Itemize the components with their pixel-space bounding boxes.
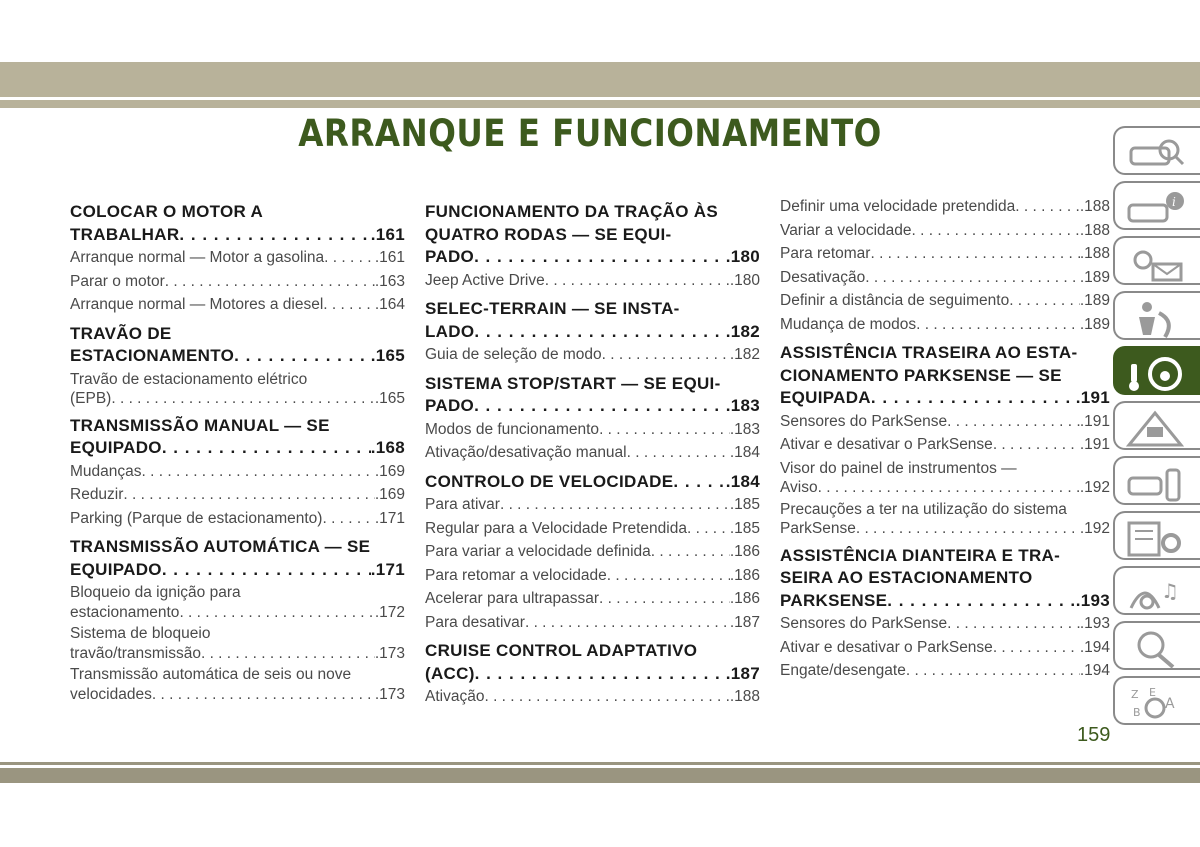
chapter-tab[interactable] xyxy=(1113,566,1200,615)
toc-entry[interactable] xyxy=(425,587,760,611)
entry-label: estacionamento xyxy=(70,603,180,621)
toc-entry[interactable] xyxy=(425,540,760,564)
dot-leader xyxy=(947,612,1080,636)
heading-line: TRAVÃO DE xyxy=(70,323,172,343)
dot-leader xyxy=(500,493,730,517)
heading-label: (ACC) xyxy=(425,663,475,683)
dot-leader xyxy=(165,270,375,294)
entry-last-line xyxy=(70,603,405,623)
page-ref: .173 xyxy=(374,685,405,703)
heading-last-line xyxy=(425,246,760,269)
heading-last-line xyxy=(70,559,405,582)
svg-text:B: B xyxy=(1133,706,1141,719)
toc-entry[interactable] xyxy=(70,622,405,663)
heading-line: TRANSMISSÃO AUTOMÁTICA — SE xyxy=(70,537,371,556)
heading-line: SEIRA AO ESTACIONAMENTO xyxy=(780,568,1033,587)
dot-leader xyxy=(947,410,1080,434)
entry-label: Sensores do ParkSense xyxy=(780,412,948,430)
toc-entry[interactable] xyxy=(425,685,760,709)
chapter-tab[interactable] xyxy=(1113,346,1200,395)
dot-leader xyxy=(887,590,1075,613)
page-ref: .164 xyxy=(374,296,405,313)
page-ref: .194 xyxy=(1079,662,1110,679)
page-ref: .192 xyxy=(1079,479,1110,496)
toc-entry[interactable] xyxy=(780,266,1110,290)
page-ref: .161 xyxy=(370,224,405,244)
toc-entry[interactable] xyxy=(780,612,1110,636)
toc-entry[interactable] xyxy=(425,343,760,367)
toc-entry[interactable] xyxy=(780,498,1110,539)
toc-entry[interactable] xyxy=(70,460,405,484)
entry-label: Engate/desengate xyxy=(780,662,906,679)
entry-label: Ativação xyxy=(425,688,485,705)
dot-leader xyxy=(870,242,1079,266)
heading-last-line xyxy=(70,437,405,460)
dot-leader xyxy=(1009,289,1080,313)
dot-leader xyxy=(545,269,730,293)
entry-label: Para retomar a velocidade xyxy=(425,566,607,584)
heading-last-line xyxy=(780,590,1110,613)
toc-entry[interactable] xyxy=(780,242,1110,266)
heading-label: PARKSENSE xyxy=(780,590,888,610)
svg-text:♫: ♫ xyxy=(1161,579,1179,603)
dot-leader xyxy=(324,246,375,270)
entry-label: Variar a velocidade xyxy=(780,221,912,239)
header-band-line xyxy=(0,100,1200,108)
entry-label: Parar o motor xyxy=(70,272,165,290)
section-heading[interactable] xyxy=(780,342,1110,410)
dot-leader xyxy=(201,644,375,664)
section-heading[interactable] xyxy=(70,415,405,460)
entry-label: Parking (Parque de estacionamento) xyxy=(70,509,323,527)
heading-last-line xyxy=(425,395,760,418)
entry-label: Ativar e desativar o ParkSense xyxy=(780,436,993,453)
svg-text:Z: Z xyxy=(1131,688,1139,701)
heading-label: TRABALHAR xyxy=(70,224,180,244)
entry-last-line xyxy=(780,478,1110,498)
page-ref: .189 xyxy=(1079,315,1110,333)
entry-last-line xyxy=(70,389,405,409)
entry-label: Arranque normal — Motores a diesel xyxy=(70,296,324,313)
heading-label: EQUIPADO xyxy=(70,559,162,579)
page-ref: .191 xyxy=(1079,412,1110,430)
page-ref: .171 xyxy=(374,509,405,527)
toc-entry[interactable] xyxy=(70,368,405,409)
heading-last-line xyxy=(425,471,760,494)
heading-label: EQUIPADO xyxy=(70,438,162,457)
heading-last-line xyxy=(70,224,405,247)
dot-leader xyxy=(599,418,730,442)
section-heading[interactable] xyxy=(425,201,760,269)
section-heading[interactable] xyxy=(425,373,760,418)
page-ref: .183 xyxy=(729,420,760,438)
dot-leader xyxy=(142,460,375,484)
dot-leader xyxy=(687,517,730,541)
dot-leader xyxy=(162,437,371,460)
toc-entry[interactable] xyxy=(780,659,1110,683)
chapter-tab[interactable] xyxy=(1113,511,1200,560)
page-number: 159 xyxy=(1077,724,1111,746)
dot-leader xyxy=(607,564,730,588)
page-ref: .169 xyxy=(374,462,405,480)
entry-label: Desativação xyxy=(780,268,866,286)
page-ref: .168 xyxy=(370,438,405,457)
entry-last-line xyxy=(780,519,1110,539)
dot-leader xyxy=(651,540,730,564)
heading-last-line xyxy=(425,663,760,686)
dot-leader xyxy=(474,246,726,269)
page-ref: .184 xyxy=(729,444,760,461)
dot-leader xyxy=(627,441,730,465)
entry-label-line: Transmissão automática de seis ou nove xyxy=(70,666,352,683)
page-ref: .188 xyxy=(1079,221,1110,239)
page-ref: .172 xyxy=(374,603,405,621)
dot-leader xyxy=(162,559,371,582)
chapter-tab[interactable] xyxy=(1113,456,1200,505)
toc-entry[interactable] xyxy=(780,433,1110,457)
entry-label: (EPB) xyxy=(70,390,112,407)
dot-leader xyxy=(474,395,726,418)
heading-line: SELEC-TERRAIN — SE INSTA- xyxy=(425,299,680,318)
heading-last-line xyxy=(780,387,1110,410)
entry-label-line: Visor do painel de instrumentos — xyxy=(780,459,1017,477)
dot-leader xyxy=(599,587,730,611)
entry-label: Para retomar xyxy=(780,245,871,262)
dot-leader xyxy=(322,507,374,531)
dot-leader xyxy=(234,345,371,368)
toc-entry[interactable] xyxy=(425,269,760,293)
entry-label-line: Bloqueio da ignição para xyxy=(70,584,241,601)
toc-entry[interactable] xyxy=(425,517,760,541)
heading-last-line xyxy=(425,321,760,344)
entry-label: Para ativar xyxy=(425,496,500,513)
dot-leader xyxy=(865,266,1080,290)
toc-column-1 xyxy=(70,195,405,704)
page-ref: .189 xyxy=(1079,292,1110,309)
page-ref: .189 xyxy=(1079,268,1110,286)
entry-label: ParkSense xyxy=(780,520,856,537)
toc-entry[interactable] xyxy=(780,195,1110,219)
page-ref: .185 xyxy=(729,496,760,513)
section-heading[interactable] xyxy=(70,201,405,246)
heading-label: ESTACIONAMENTO xyxy=(70,346,235,365)
toc-entry[interactable] xyxy=(70,293,405,317)
dot-leader xyxy=(475,663,726,686)
page-ref: .191 xyxy=(1079,436,1110,453)
page-ref: .165 xyxy=(374,390,405,407)
entry-label: Para desativar xyxy=(425,613,525,631)
page-ref: .184 xyxy=(725,471,760,491)
toc-entry[interactable] xyxy=(70,581,405,622)
heading-line: SISTEMA STOP/START — SE EQUI- xyxy=(425,373,721,393)
heading-line: ASSISTÊNCIA DIANTEIRA E TRA- xyxy=(780,545,1061,565)
page-ref: .191 xyxy=(1075,388,1110,407)
toc-entry[interactable] xyxy=(780,636,1110,660)
entry-label: Reduzir xyxy=(70,486,124,503)
section-heading[interactable] xyxy=(780,545,1110,613)
heading-label: PADO xyxy=(425,247,475,266)
page-ref: .165 xyxy=(370,346,405,365)
toc-entry[interactable] xyxy=(70,246,405,270)
page-ref: .186 xyxy=(729,543,760,560)
entry-label: Jeep Active Drive xyxy=(425,271,545,289)
dot-leader xyxy=(871,387,1076,410)
entry-label: Definir a distância de seguimento xyxy=(780,292,1010,309)
page-ref: .186 xyxy=(729,590,760,607)
chapter-tab[interactable] xyxy=(1113,621,1200,670)
entry-label: Definir uma velocidade pretendida xyxy=(780,198,1016,215)
entry-last-line xyxy=(70,685,405,705)
toc-entry[interactable] xyxy=(780,410,1110,434)
page-ref: .180 xyxy=(729,271,760,289)
section-heading[interactable] xyxy=(70,323,405,368)
page-ref: .186 xyxy=(729,566,760,584)
dot-leader xyxy=(152,685,375,705)
page-title: ARRANQUE E FUNCIONAMENTO xyxy=(298,112,882,155)
toc-entry[interactable] xyxy=(780,313,1110,337)
dot-leader xyxy=(916,313,1080,337)
entry-label: Ativar e desativar o ParkSense xyxy=(780,638,993,656)
toc-entry[interactable] xyxy=(425,418,760,442)
heading-label: LADO xyxy=(425,321,475,341)
toc-entry[interactable] xyxy=(70,507,405,531)
dot-leader xyxy=(179,603,374,623)
page-ref: .188 xyxy=(729,688,760,705)
dot-leader xyxy=(323,293,375,317)
page-ref: .182 xyxy=(729,346,760,363)
chapter-tab[interactable] xyxy=(1113,181,1200,230)
heading-line: TRANSMISSÃO MANUAL — SE xyxy=(70,415,330,435)
entry-last-line xyxy=(70,644,405,664)
entry-label: Arranque normal — Motor a gasolina xyxy=(70,249,325,266)
entry-label: Modos de funcionamento xyxy=(425,420,600,438)
page-ref: .185 xyxy=(729,519,760,537)
footer-band xyxy=(0,768,1200,783)
page-ref: .193 xyxy=(1079,615,1110,632)
toc-entry[interactable] xyxy=(425,564,760,588)
entry-label-line: Travão de estacionamento elétrico xyxy=(70,370,308,388)
toc-entry[interactable] xyxy=(780,289,1110,313)
section-heading[interactable] xyxy=(425,298,760,343)
chapter-tab[interactable] xyxy=(1113,236,1200,285)
dot-leader xyxy=(993,636,1080,660)
entry-label: Mudanças xyxy=(70,462,142,480)
toc-entry[interactable] xyxy=(780,219,1110,243)
svg-text:A: A xyxy=(1165,696,1175,712)
dot-leader xyxy=(993,433,1080,457)
toc-entry[interactable] xyxy=(780,457,1110,498)
heading-label: EQUIPADA xyxy=(780,388,871,407)
page-ref: .187 xyxy=(729,613,760,631)
page-ref: .173 xyxy=(374,644,405,662)
page-ref: .169 xyxy=(374,486,405,503)
toc-column-2 xyxy=(425,195,760,709)
heading-last-line xyxy=(70,345,405,368)
section-heading[interactable] xyxy=(425,471,760,494)
heading-line: CRUISE CONTROL ADAPTATIVO xyxy=(425,641,698,660)
page-ref: .188 xyxy=(1079,198,1110,215)
chapter-tab[interactable] xyxy=(1113,126,1200,175)
page-ref: .193 xyxy=(1075,590,1110,610)
page-ref: .182 xyxy=(725,321,760,341)
dot-leader xyxy=(484,685,729,709)
section-heading[interactable] xyxy=(425,640,760,685)
entry-label: Acelerar para ultrapassar xyxy=(425,590,600,607)
entry-label: Aviso xyxy=(780,479,818,496)
dot-leader xyxy=(123,483,374,507)
page-ref: .187 xyxy=(725,663,760,683)
chapter-tabs xyxy=(1113,126,1200,731)
page-ref: .183 xyxy=(725,396,760,415)
dot-leader xyxy=(525,611,730,635)
dot-leader xyxy=(474,321,725,344)
page-ref: .161 xyxy=(374,249,405,266)
section-heading[interactable] xyxy=(70,536,405,581)
header-band xyxy=(0,62,1200,97)
page-ref: .192 xyxy=(1079,520,1110,537)
dot-leader xyxy=(818,478,1080,498)
toc-entry[interactable] xyxy=(70,483,405,507)
heading-line: QUATRO RODAS — SE EQUI- xyxy=(425,224,672,244)
heading-label: CONTROLO DE VELOCIDADE xyxy=(425,471,674,491)
entry-label: Mudança de modos xyxy=(780,315,917,333)
dot-leader xyxy=(179,224,370,247)
dot-leader xyxy=(111,389,374,409)
toc-column-3 xyxy=(780,195,1110,683)
dot-leader xyxy=(1015,195,1080,219)
toc-entry[interactable] xyxy=(425,611,760,635)
entry-label: Ativação/desativação manual xyxy=(425,444,627,461)
page-ref: .194 xyxy=(1079,638,1110,656)
toc-entry[interactable] xyxy=(70,270,405,294)
entry-label-line: Sistema de bloqueio xyxy=(70,625,211,642)
dot-leader xyxy=(673,471,725,494)
heading-line: ASSISTÊNCIA TRASEIRA AO ESTA- xyxy=(780,343,1078,362)
entry-label: Para variar a velocidade definida xyxy=(425,543,651,560)
svg-text:E: E xyxy=(1149,686,1156,699)
dot-leader xyxy=(906,659,1080,683)
entry-label: Sensores do ParkSense xyxy=(780,615,948,632)
dot-leader xyxy=(602,343,730,367)
heading-line: FUNCIONAMENTO DA TRAÇÃO ÀS xyxy=(425,202,719,221)
entry-label: Guia de seleção de modo xyxy=(425,346,602,363)
heading-label: PADO xyxy=(425,396,475,415)
page-ref: .180 xyxy=(725,247,760,266)
heading-line: COLOCAR O MOTOR A xyxy=(70,202,264,221)
entry-label: velocidades xyxy=(70,685,152,703)
chapter-tab[interactable] xyxy=(1113,401,1200,450)
entry-label: travão/transmissão xyxy=(70,644,201,662)
page-ref: .188 xyxy=(1079,245,1110,262)
chapter-tab[interactable] xyxy=(1113,676,1200,725)
toc-entry[interactable] xyxy=(425,441,760,465)
chapter-tab[interactable] xyxy=(1113,291,1200,340)
entry-label: Regular para a Velocidade Pretendida xyxy=(425,519,687,537)
footer-band-line xyxy=(0,762,1200,765)
dot-leader xyxy=(912,219,1080,243)
svg-text:i: i xyxy=(1172,195,1176,209)
toc-entry[interactable] xyxy=(425,493,760,517)
toc-entry[interactable] xyxy=(70,663,405,704)
page-ref: .163 xyxy=(374,272,405,290)
heading-line: CIONAMENTO PARKSENSE — SE xyxy=(780,365,1062,385)
entry-label-line: Precauções a ter na utilização do sistema xyxy=(780,500,1067,518)
page-ref: .171 xyxy=(370,559,405,579)
dot-leader xyxy=(856,519,1080,539)
